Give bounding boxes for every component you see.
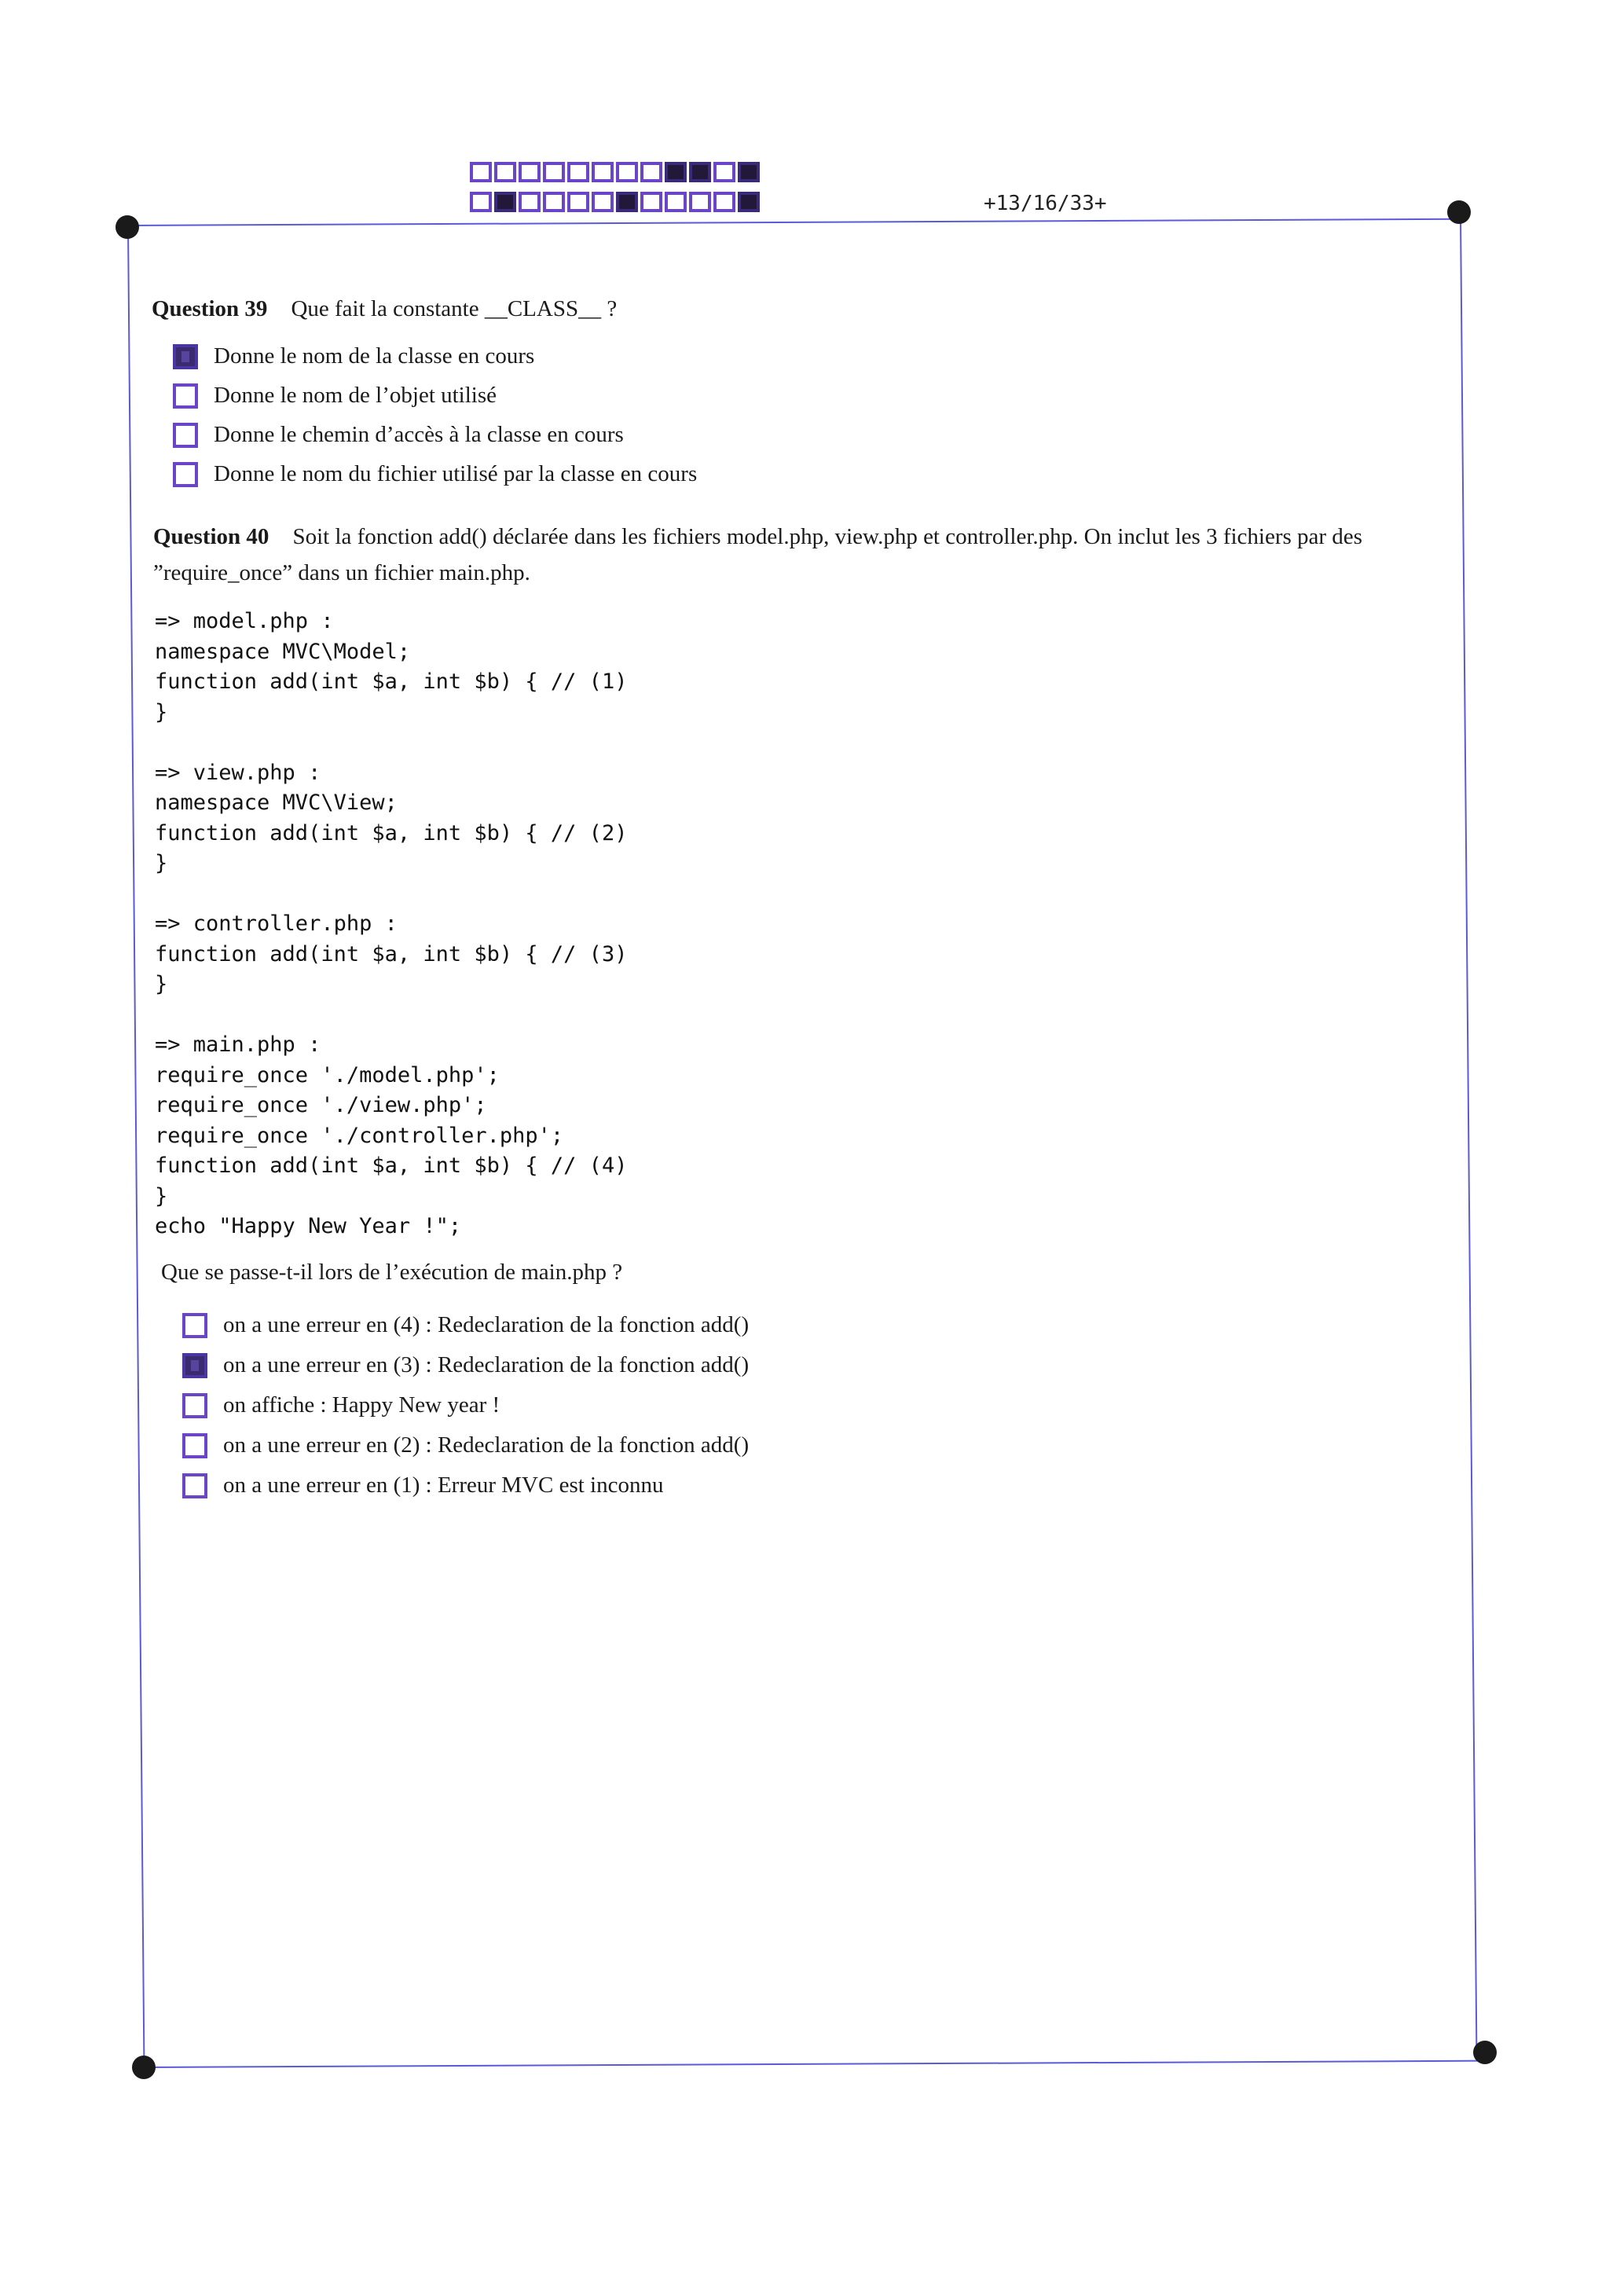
checkbox-empty[interactable] (182, 1313, 207, 1338)
answer-option[interactable] (173, 461, 697, 487)
checkbox-empty[interactable] (182, 1433, 207, 1458)
answer-option[interactable] (173, 383, 497, 409)
checkbox-empty[interactable] (173, 462, 198, 487)
answer-option-label: on affiche : Happy New year ! (223, 1392, 500, 1418)
barcode-cell (665, 192, 687, 212)
answer-option[interactable] (173, 343, 534, 369)
checkbox-empty[interactable] (182, 1473, 207, 1498)
corner-marker-top-right (1447, 200, 1471, 224)
q39-number: Question 39 (152, 296, 268, 321)
answer-option[interactable] (173, 422, 624, 448)
barcode-cell (665, 162, 687, 182)
q39-heading (152, 292, 617, 325)
barcode-cell (519, 192, 541, 212)
answer-option-label: on a une erreur en (3) : Redeclaration de la fonction add() (223, 1352, 750, 1377)
barcode-cell (567, 162, 589, 182)
answer-option-label: on a une erreur en (1) : Erreur MVC est inconnu (223, 1473, 664, 1498)
barcode-cell (713, 162, 735, 182)
barcode-cell (519, 162, 541, 182)
barcode-cell (689, 162, 711, 182)
q40-code-block: => model.php : namespace MVC\Model; function add(int $a, int $b) { // (1) } => view.php : namespace MVC\View; function add(int $a, int $b) { // (2) } => controller.php : function add(int $a, int $b) { // (3) } => main.php : require_once './model.php'; require_once './view.php'; require_once './controller.php'; function add(int $a, int $b) { // (4) } echo "Happy New Year !"; (155, 609, 628, 1238)
checkbox-checked[interactable] (173, 344, 198, 369)
barcode-cell (616, 192, 638, 212)
barcode-cell (738, 162, 760, 182)
barcode-cell (567, 192, 589, 212)
barcode-cell (640, 192, 662, 212)
barcode-cell (470, 162, 492, 182)
answer-option[interactable] (182, 1312, 749, 1338)
answer-option-label: on a une erreur en (4) : Redeclaration de la fonction add() (223, 1312, 750, 1337)
barcode-row-1 (470, 162, 760, 182)
barcode-cell (543, 162, 565, 182)
corner-marker-top-left (115, 215, 139, 239)
answer-option-label: Donne le nom de la classe en cours (214, 343, 535, 369)
frame-bottom (144, 2060, 1485, 2068)
checkbox-checked[interactable] (182, 1353, 207, 1378)
checkbox-empty[interactable] (182, 1393, 207, 1418)
corner-marker-bottom-left (132, 2056, 156, 2079)
barcode-row-2 (470, 192, 760, 212)
barcode-cell (640, 162, 662, 182)
barcode-cell (494, 162, 516, 182)
barcode-cell (592, 192, 614, 212)
q40-text: Soit la fonction add() déclarée dans les fichiers model.php, view.php et controller.php. On inclut les 3 fichiers par des ”require_once” dans un fichier main.php. (153, 524, 1362, 585)
corner-marker-bottom-right (1473, 2041, 1497, 2064)
sheet-id: +13/16/33+ (984, 192, 1107, 215)
answer-option-label: Donne le nom du fichier utilisé par la classe en cours (214, 461, 698, 486)
barcode-cell (616, 162, 638, 182)
barcode-cell (543, 192, 565, 212)
frame-left (127, 225, 145, 2067)
answer-option-label: Donne le chemin d’accès à la classe en cours (214, 422, 624, 447)
barcode-cell (494, 192, 516, 212)
answer-option[interactable] (182, 1432, 749, 1458)
checkbox-empty[interactable] (173, 423, 198, 448)
q40-question: Que se passe-t-il lors de l’exécution de main.php ? (161, 1260, 623, 1285)
q39-text: Que fait la constante __CLASS__ ? (291, 296, 618, 321)
answer-option-label: on a une erreur en (2) : Redeclaration de la fonction add() (223, 1432, 750, 1458)
checkbox-empty[interactable] (173, 383, 198, 409)
barcode-cell (592, 162, 614, 182)
frame-right (1460, 217, 1477, 2057)
barcode-cell (470, 192, 492, 212)
barcode-cell (689, 192, 711, 212)
answer-option[interactable] (182, 1352, 749, 1378)
frame-top (127, 218, 1460, 226)
answer-option[interactable] (182, 1392, 500, 1418)
q40-number: Question 40 (153, 524, 269, 549)
barcode-cell (738, 192, 760, 212)
barcode-cell (713, 192, 735, 212)
q40-heading (153, 519, 1438, 591)
answer-option-label: Donne le nom de l’objet utilisé (214, 383, 497, 408)
answer-option[interactable] (182, 1473, 663, 1498)
